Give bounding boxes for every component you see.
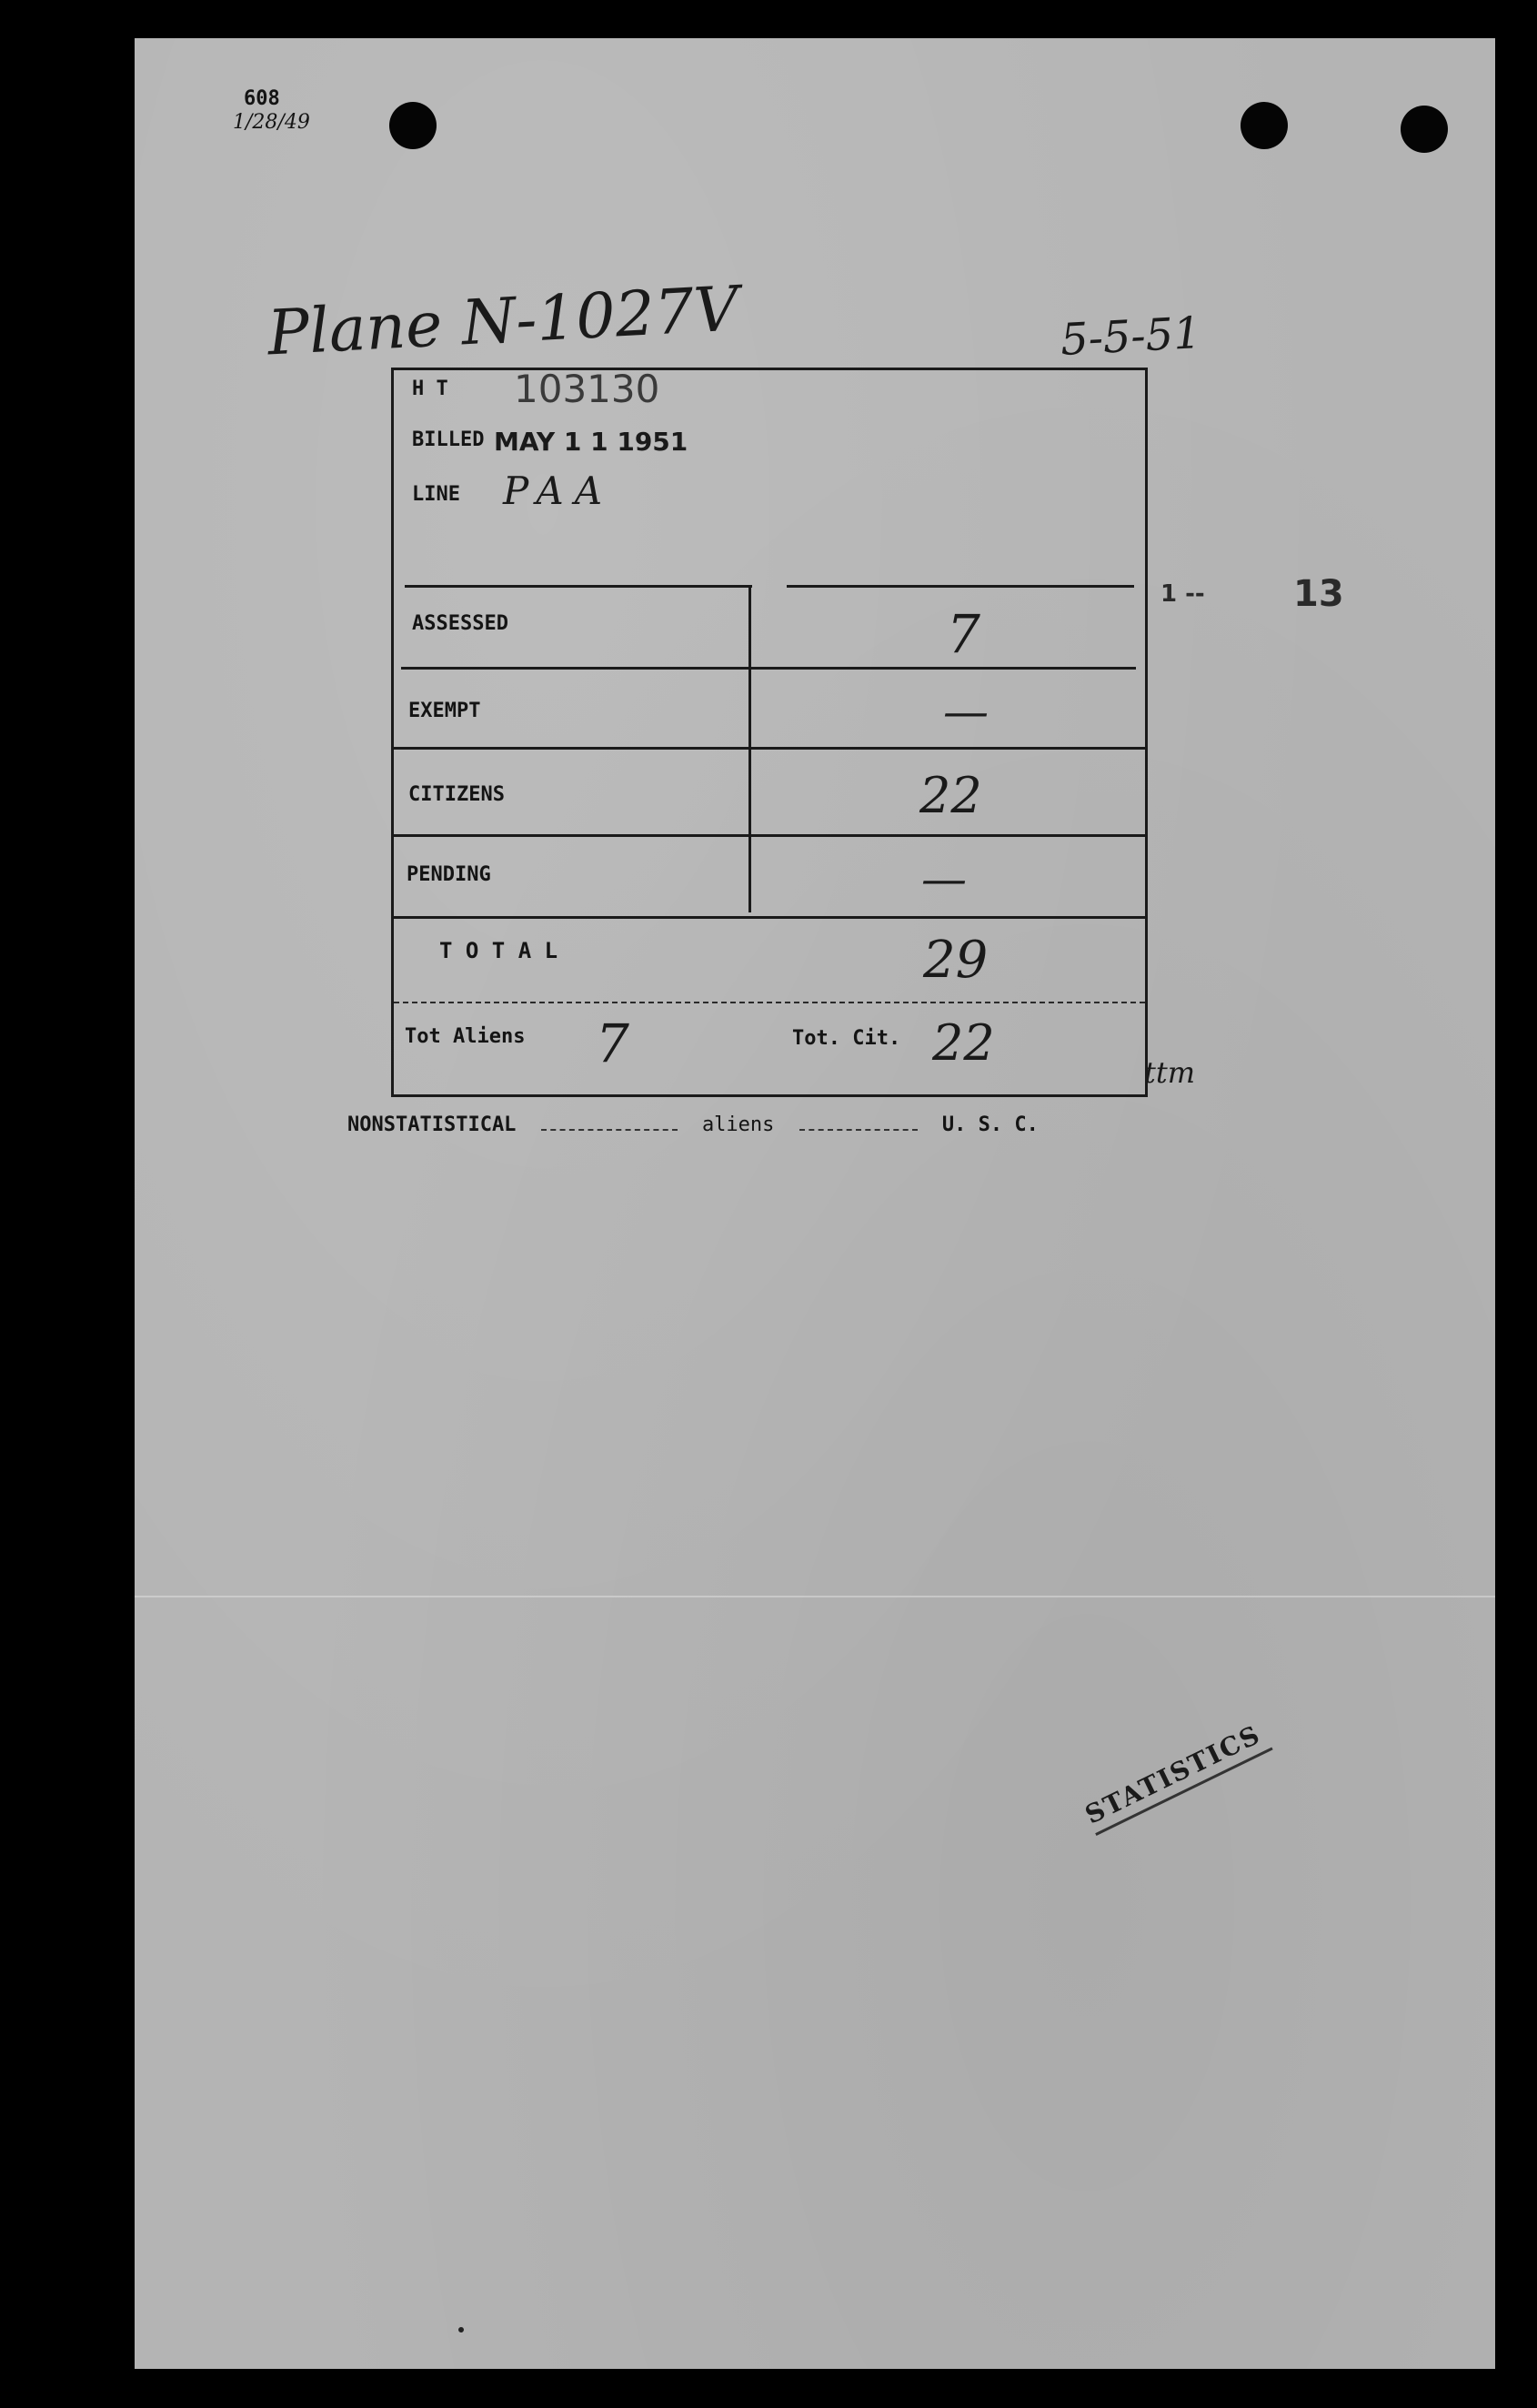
form-number-code: 608	[244, 87, 280, 110]
rule-top-right	[787, 585, 1134, 588]
pending-label: PENDING	[407, 863, 491, 886]
initials-handwritten: ttm	[1144, 1055, 1196, 1090]
nonstatistical-usc-blank	[799, 1129, 918, 1131]
tot-aliens-label: Tot Aliens	[405, 1025, 526, 1048]
rule-top-left	[405, 585, 752, 588]
date-handwritten: 5-5-51	[1059, 307, 1202, 367]
exempt-label: EXEMPT	[408, 700, 481, 722]
page-prefix: 1 --	[1160, 580, 1205, 608]
form-revision-date: 1/28/49	[233, 111, 310, 134]
tot-aliens-value: 7	[596, 1013, 629, 1074]
rule-row-1	[401, 667, 1136, 670]
page-number: 13	[1293, 573, 1344, 615]
aliens-label: aliens	[701, 1113, 775, 1136]
total-value: 29	[923, 931, 989, 990]
tot-cit-label: Tot. Cit.	[792, 1027, 901, 1050]
usc-label: U. S. C.	[941, 1113, 1039, 1136]
rule-row-2	[394, 747, 1145, 750]
rule-row-4	[394, 916, 1145, 919]
rule-row-3	[394, 834, 1145, 837]
paper-speck	[458, 2327, 464, 2332]
document-page	[135, 38, 1495, 2369]
citizens-label: CITIZENS	[408, 783, 505, 806]
assessed-value: 7	[947, 603, 980, 665]
billed-date: MAY 1 1 1951	[494, 427, 688, 457]
manifest-form-box	[391, 368, 1148, 1097]
nonstatistical-label: NONSTATISTICAL	[347, 1113, 517, 1136]
tot-cit-value: 22	[932, 1014, 995, 1072]
ht-number: 103130	[514, 367, 660, 411]
ht-label: H T	[412, 378, 448, 400]
assessed-label: ASSESSED	[412, 612, 508, 635]
pending-value: —	[921, 852, 967, 905]
exempt-value: —	[943, 685, 989, 738]
billed-label: BILLED	[412, 428, 485, 451]
punch-hole-center	[1241, 102, 1288, 149]
line-value: PAA	[503, 469, 614, 513]
nonstatistical-aliens-blank	[541, 1129, 678, 1131]
nonstatistical-line	[347, 1113, 1039, 1136]
plane-number-handwritten: Plane N-1027V	[266, 273, 741, 370]
punch-hole-right	[1401, 106, 1448, 153]
line-label: LINE	[412, 483, 460, 506]
total-label: T O T A L	[439, 938, 558, 963]
fold-line	[135, 1596, 1495, 1597]
punch-hole-left	[389, 102, 437, 149]
statistics-stamp-text: STATISTICS	[1080, 1717, 1273, 1836]
form-number	[233, 87, 310, 135]
rule-total-bottom	[394, 1002, 1145, 1003]
statistics-stamp	[1080, 1717, 1273, 1836]
citizens-value: 22	[919, 767, 982, 824]
